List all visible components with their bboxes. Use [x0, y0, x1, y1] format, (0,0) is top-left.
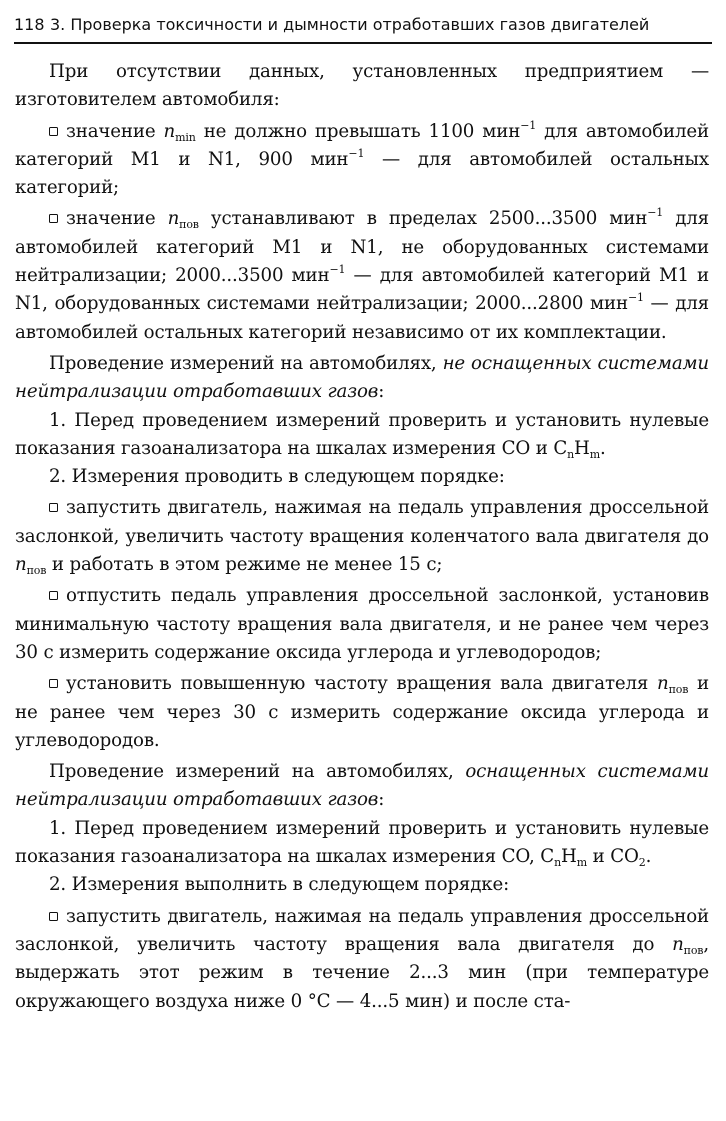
step-1-equipped: 1. Перед проведением измерений проверить и установить нулевые показания газоанализатора на шкалах измерения CO, $C_nH_m$ и $CO_2$.: [15, 817, 709, 870]
bullet-start-engine: запустить двигатель, нажимая на педаль управления дроссельной заслонкой, увеличить частоту вращения коленчатого вала двигателя до $n_{пов}$ и работать в этом режиме не менее 15 с;: [15, 497, 709, 578]
step-2-equipped: 2. Измерения выполнить в следующем порядке:: [49, 874, 510, 896]
running-header: [14, 14, 712, 36]
bullet-raised-speed: установить повышенную частоту вращения вала двигателя $n_{пов}$ и не ранее чем через 30 с измерить содержание оксида углерода и углеводородов.: [15, 673, 709, 751]
checkbox-bullet-icon: [49, 214, 58, 223]
bullet-release-pedal: отпустить педаль управления дроссельной заслонкой, установив минимальную частоту вращения вала двигателя, и не ранее чем через 30 с измерить содержание оксида углерода и углеводородов;: [15, 585, 709, 663]
section-intro-equipped: Проведение измерений на автомобилях, оснащенных системами нейтрализации отработавших газов:: [15, 761, 709, 811]
checkbox-bullet-icon: [49, 503, 58, 512]
page-body: [15, 58, 709, 1016]
bullet-warm-up: запустить двигатель, нажимая на педаль управления дроссельной заслонкой, увеличить частоту вращения вала двигателя до $n_{пов}$, выдержать этот режим в течение 2...3 мин (при температуре окружающего воздуха ниже 0 °C — 4...5 мин) и после ста-: [15, 905, 709, 1012]
header-rule: [14, 42, 712, 44]
bullet-n-min: значение $n_{min}$ не должно превышать 1100 мин$^{-1}$ для автомобилей категорий M1 и N1, 900 мин$^{-1}$ — для автомобилей остальных категорий;: [15, 118, 709, 199]
checkbox-bullet-icon: [49, 127, 58, 136]
step-2-not-equipped: 2. Измерения проводить в следующем порядке:: [49, 466, 505, 488]
checkbox-bullet-icon: [49, 591, 58, 600]
intro-paragraph: При отсутствии данных, установленных предприятием — изготовителем автомобиля:: [15, 61, 709, 111]
bullet-n-pov: значение $n_{пов}$ устанавливают в пределах 2500...3500 мин$^{-1}$ для автомобилей категорий M1 и N1, не оборудованных системами нейтрализации; 2000...3500 мин$^{-1}$ — для автомобилей категорий M1 и N1, оборудованных системами нейтрализации; 2000...2800 мин$^{-1}$ — для автомобилей остальных категорий независимо от их комплектации.: [15, 206, 710, 343]
section-intro-not-equipped: Проведение измерений на автомобилях, не оснащенных системами нейтрализации отработавших газов:: [15, 352, 709, 403]
checkbox-bullet-icon: [49, 912, 58, 921]
page-number: 118: [14, 15, 45, 34]
step-1-not-equipped: 1. Перед проведением измерений проверить и установить нулевые показания газоанализатора на шкалах измерения CO и $C_nH_m$.: [15, 409, 709, 461]
checkbox-bullet-icon: [49, 679, 58, 688]
running-title: 3. Проверка токсичности и дымности отработавших газов двигателей: [50, 15, 650, 34]
